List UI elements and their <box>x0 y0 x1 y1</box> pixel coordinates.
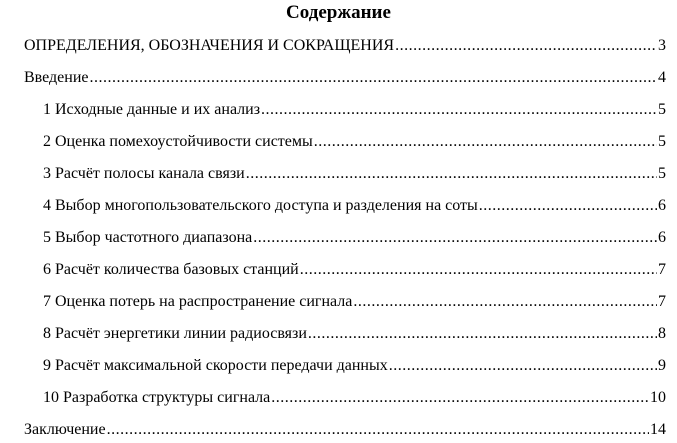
toc-entry-label: 8 Расчёт энергетики линии радиосвязи <box>43 325 307 342</box>
dot-leader <box>308 324 657 344</box>
toc-entry-section-1[interactable] <box>43 100 666 120</box>
toc-entry-label: 7 Оценка потерь на распространение сигнала <box>43 293 353 310</box>
toc-entry-label: 4 Выбор многопользовательского доступа и разделения на соты <box>43 197 478 214</box>
toc-entry-page: 5 <box>658 165 666 182</box>
toc-entry-conclusion[interactable] <box>24 420 666 440</box>
toc-title: Содержание <box>286 2 391 23</box>
toc-entry-page: 3 <box>658 37 666 54</box>
dot-leader <box>300 260 657 280</box>
toc-entry-definitions[interactable] <box>24 36 666 56</box>
toc-entry-label: 6 Расчёт количества базовых станций <box>43 261 299 278</box>
toc-entry-page: 6 <box>658 229 666 246</box>
toc-entry-label: 1 Исходные данные и их анализ <box>43 101 261 118</box>
dot-leader <box>314 132 657 152</box>
toc-entry-page: 8 <box>658 325 666 342</box>
toc-entry-page: 4 <box>658 69 666 86</box>
toc-entry-label: 5 Выбор частотного диапазона <box>43 229 253 246</box>
dot-leader <box>246 164 657 184</box>
toc-entry-page: 10 <box>650 389 666 406</box>
toc-entry-section-8[interactable] <box>43 324 666 344</box>
dot-leader <box>395 36 657 56</box>
dot-leader <box>389 356 657 376</box>
dot-leader <box>271 388 649 408</box>
toc-entry-label: 10 Разработка структуры сигнала <box>43 389 271 406</box>
toc-entry-section-5[interactable] <box>43 228 666 248</box>
toc-entry-section-2[interactable] <box>43 132 666 152</box>
toc-entry-label: Заключение <box>24 421 106 438</box>
toc-entry-section-7[interactable] <box>43 292 666 312</box>
toc-entry-introduction[interactable] <box>24 68 666 88</box>
dot-leader <box>353 292 657 312</box>
toc-entry-section-10[interactable] <box>43 388 666 408</box>
toc-entry-section-6[interactable] <box>43 260 666 280</box>
dot-leader <box>253 228 657 248</box>
toc-entry-label: 2 Оценка помехоустойчивости системы <box>43 133 313 150</box>
toc-entry-label: Введение <box>24 69 89 86</box>
toc-entry-page: 6 <box>658 197 666 214</box>
toc-entry-label: ОПРЕДЕЛЕНИЯ, ОБОЗНАЧЕНИЯ И СОКРАЩЕНИЯ <box>24 37 395 54</box>
toc-entry-page: 5 <box>658 133 666 150</box>
dot-leader <box>90 68 658 88</box>
toc-entry-label: 9 Расчёт максимальной скорости передачи данных <box>43 357 388 374</box>
toc-entry-section-3[interactable] <box>43 164 666 184</box>
dot-leader <box>107 420 649 440</box>
toc-entry-page: 5 <box>658 101 666 118</box>
dot-leader <box>261 100 657 120</box>
toc-entry-section-4[interactable] <box>43 196 666 216</box>
toc-entry-page: 7 <box>658 293 666 310</box>
toc-entry-section-9[interactable] <box>43 356 666 376</box>
toc-entry-label: 3 Расчёт полосы канала связи <box>43 165 245 182</box>
dot-leader <box>479 196 657 216</box>
toc-entry-page: 7 <box>658 261 666 278</box>
toc-entry-page: 14 <box>650 421 666 438</box>
toc-entry-page: 9 <box>658 357 666 374</box>
